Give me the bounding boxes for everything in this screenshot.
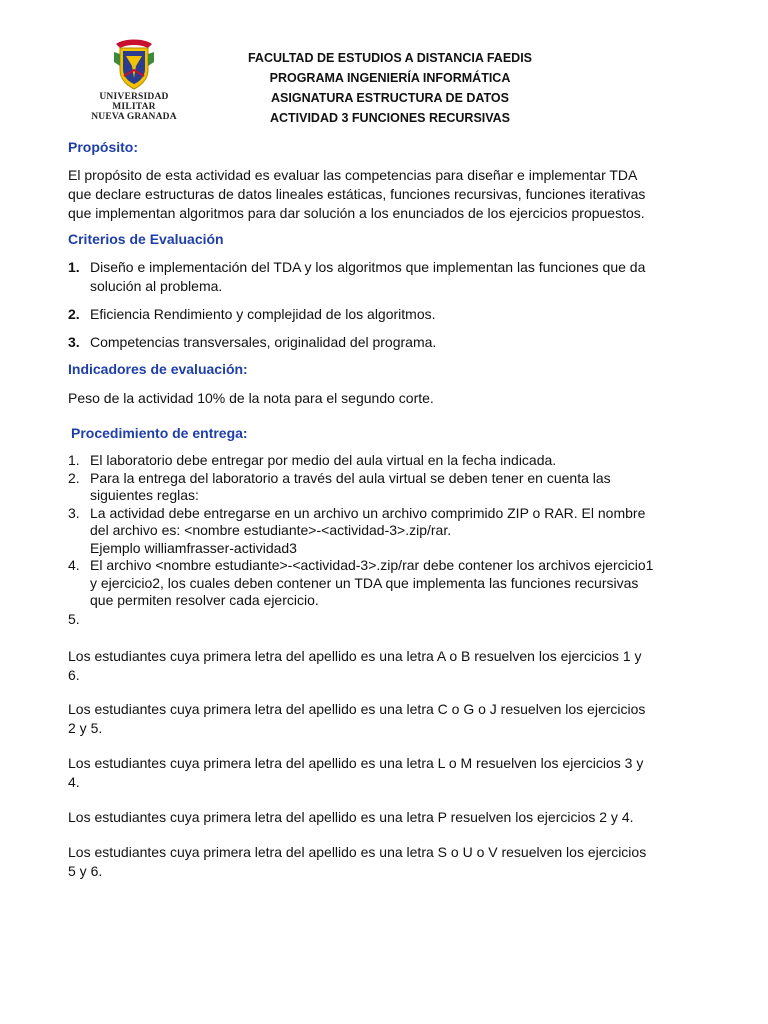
university-crest-icon xyxy=(106,36,162,92)
criterio-text: Diseño e implementación del TDA y los algoritmos que implementan las funciones que da xyxy=(90,259,646,275)
proposito-heading: Propósito: xyxy=(68,139,138,155)
header-program: PROGRAMA INGENIERÍA INFORMÁTICA xyxy=(269,71,511,85)
procedimiento-text: que permiten resolver cada ejercicio. xyxy=(90,592,319,608)
university-name-line2: NUEVA GRANADA xyxy=(91,112,177,122)
indicadores-heading: Indicadores de evaluación: xyxy=(68,361,248,377)
estudiantes-paragraph xyxy=(68,754,643,792)
procedimiento-text: y ejercicio2, los cuales deben contener un TDA que implementa las funciones recursivas xyxy=(90,574,639,591)
procedimiento-text: El archivo <nombre estudiante>-<actividad-3>.zip/rar debe contener los archivos ejercicio1 xyxy=(90,557,654,573)
estudiantes-paragraph xyxy=(68,808,634,827)
indicadores-text: Peso de la actividad 10% de la nota para el segundo corte. xyxy=(68,390,434,406)
procedimiento-heading: Procedimiento de entrega: xyxy=(71,425,248,441)
criterio-number: 2. xyxy=(68,306,80,322)
procedimiento-text: Ejemplo williamfrasser-actividad3 xyxy=(90,539,297,556)
estudiantes-line: Los estudiantes cuya primera letra del apellido es una letra P resuelven los ejercicios 2 y 4. xyxy=(68,809,634,825)
procedimiento-number: 5. xyxy=(68,611,80,627)
estudiantes-line: 2 y 5. xyxy=(68,720,103,736)
header-activity: ACTIVIDAD 3 FUNCIONES RECURSIVAS xyxy=(269,111,511,125)
estudiantes-line: Los estudiantes cuya primera letra del apellido es una letra S o U o V resuelven los ejercicios xyxy=(68,844,647,860)
estudiantes-paragraph xyxy=(68,843,646,881)
document-header xyxy=(200,48,580,128)
criterio-text: solución al problema. xyxy=(90,278,223,294)
procedimiento-text: La actividad debe entregarse en un archivo un archivo comprimido ZIP o RAR. El nombre xyxy=(90,504,646,521)
university-name-line1: UNIVERSIDAD MILITAR xyxy=(99,92,169,112)
procedimiento-number: 2. xyxy=(68,469,80,486)
criterio-number: 1. xyxy=(68,259,80,275)
estudiantes-paragraph xyxy=(68,700,645,738)
proposito-paragraph xyxy=(68,166,708,223)
procedimiento-text: Para la entrega del laboratorio a través del aula virtual se deben tener en cuenta las xyxy=(90,469,611,486)
procedimiento-text: El laboratorio debe entregar por medio del aula virtual en la fecha indicada. xyxy=(90,452,557,468)
estudiantes-line: 4. xyxy=(68,774,80,790)
estudiantes-line: Los estudiantes cuya primera letra del apellido es una letra A o B resuelven los ejercicios 1 y xyxy=(68,648,642,664)
estudiantes-paragraph xyxy=(68,647,642,685)
proposito-line: El propósito de esta actividad es evaluar las competencias para diseñar e implementar TDA xyxy=(68,167,638,183)
header-subject: ASIGNATURA ESTRUCTURA DE DATOS xyxy=(271,91,509,105)
estudiantes-line: Los estudiantes cuya primera letra del apellido es una letra L o M resuelven los ejercicios 3 y xyxy=(68,755,644,771)
procedimiento-number: 3. xyxy=(68,504,80,521)
criterio-text: Competencias transversales, originalidad del programa. xyxy=(90,334,437,350)
header-faculty: FACULTAD DE ESTUDIOS A DISTANCIA FAEDIS xyxy=(247,51,533,65)
criterio-text: Eficiencia Rendimiento y complejidad de los algoritmos. xyxy=(90,306,436,322)
criterio-number: 3. xyxy=(68,334,80,350)
criterios-heading: Criterios de Evaluación xyxy=(68,231,224,247)
proposito-line: que declare estructuras de datos lineales estáticas, funciones recursivas, funciones iterativas xyxy=(68,186,646,202)
estudiantes-line: 6. xyxy=(68,667,80,683)
proposito-line: que implementan algoritmos para dar solución a los enunciados de los ejercicios propuestos. xyxy=(68,205,645,221)
procedimiento-text: siguientes reglas: xyxy=(90,487,199,503)
procedimiento-number: 1. xyxy=(68,452,80,468)
estudiantes-line: Los estudiantes cuya primera letra del apellido es una letra C o G o J resuelven los ejercicios xyxy=(68,701,646,717)
procedimiento-number: 4. xyxy=(68,557,80,573)
estudiantes-line: 5 y 6. xyxy=(68,863,103,879)
procedimiento-text: del archivo es: <nombre estudiante>-<actividad-3>.zip/rar. xyxy=(90,522,452,538)
university-logo xyxy=(84,36,184,122)
